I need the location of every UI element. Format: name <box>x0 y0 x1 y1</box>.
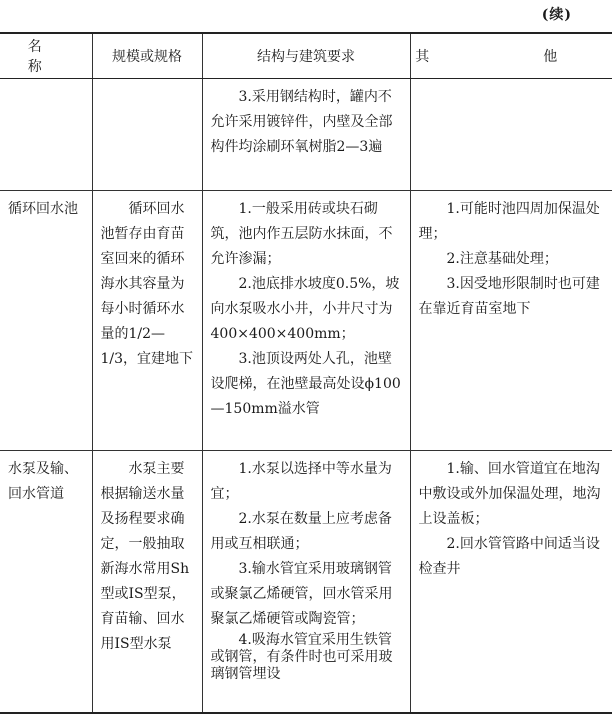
structure-item: 4.吸海水管宜采用生铁管或钢管，有条件时也可采用玻璃钢管埋设 <box>210 632 393 682</box>
row-scale <box>92 451 202 713</box>
structure-item: 2.池底排水坡度0.5%，坡向水泵吸水小井，小井尺寸为400×400×400mm； <box>210 276 400 342</box>
row-scale <box>92 191 202 451</box>
structure-item: 1.水泵以选择中等水量为宜； <box>210 461 392 502</box>
row-structure <box>202 79 410 191</box>
header-other: 其 他 <box>410 33 612 79</box>
spec-table <box>0 32 612 714</box>
other-item: 2.回水管管路中间适当设检查井 <box>418 536 600 577</box>
row-structure <box>202 191 410 451</box>
structure-item: 3.输水管宜采用玻璃钢管或聚氯乙烯硬管，回水管采用聚氯乙烯硬管或陶瓷管； <box>210 561 393 627</box>
row-other <box>410 451 612 713</box>
row-structure <box>202 451 410 713</box>
structure-item: 1.一般采用砖或块石砌筑，池内作五层防水抹面，不允许渗漏； <box>210 201 393 267</box>
structure-item: 3.池顶设两处人孔，池壁设爬梯，在池壁最高处设ϕ100—150mm溢水管 <box>210 351 401 417</box>
table-row <box>0 451 612 713</box>
row-other <box>410 79 612 191</box>
other-item: 1.可能时池四周加保温处理； <box>418 201 600 242</box>
header-name: 名 称 <box>0 33 92 79</box>
row-other <box>410 191 612 451</box>
header-structure: 结构与建筑要求 <box>202 33 410 79</box>
other-item: 2.注意基础处理； <box>446 251 558 267</box>
other-item: 1.输、回水管道宜在地沟中敷设或外加保温处理，地沟上设盖板； <box>418 461 601 527</box>
structure-item: 3.采用钢结构时，罐内不允许采用镀锌件，内壁及全部构件均涂刷环氧树脂2—3遍 <box>210 89 393 155</box>
row-name: 循环回水池 <box>0 191 92 451</box>
header-row <box>0 33 612 79</box>
table-row <box>0 191 612 451</box>
other-item: 3.因受地形限制时也可建在靠近育苗室地下 <box>418 276 600 317</box>
table-row <box>0 79 612 191</box>
scale-text: 水泵主要根据输送水量及扬程要求确定，一般抽取新海水常用Sh型或IS型泵，育苗输、回水用IS型水泵 <box>100 461 190 652</box>
scale-text: 循环回水池暂存由育苗室回来的循环海水其容量为每小时循环水量的1/2—1/3，宜建地下 <box>100 201 194 367</box>
continued-label: (续) <box>541 7 572 23</box>
row-name: 水泵及输、回水管道 <box>0 451 92 713</box>
header-scale: 规模或规格 <box>92 33 202 79</box>
row-name <box>0 79 92 191</box>
row-scale <box>92 79 202 191</box>
structure-item: 2.水泵在数量上应考虑备用或互相联通； <box>210 511 392 552</box>
